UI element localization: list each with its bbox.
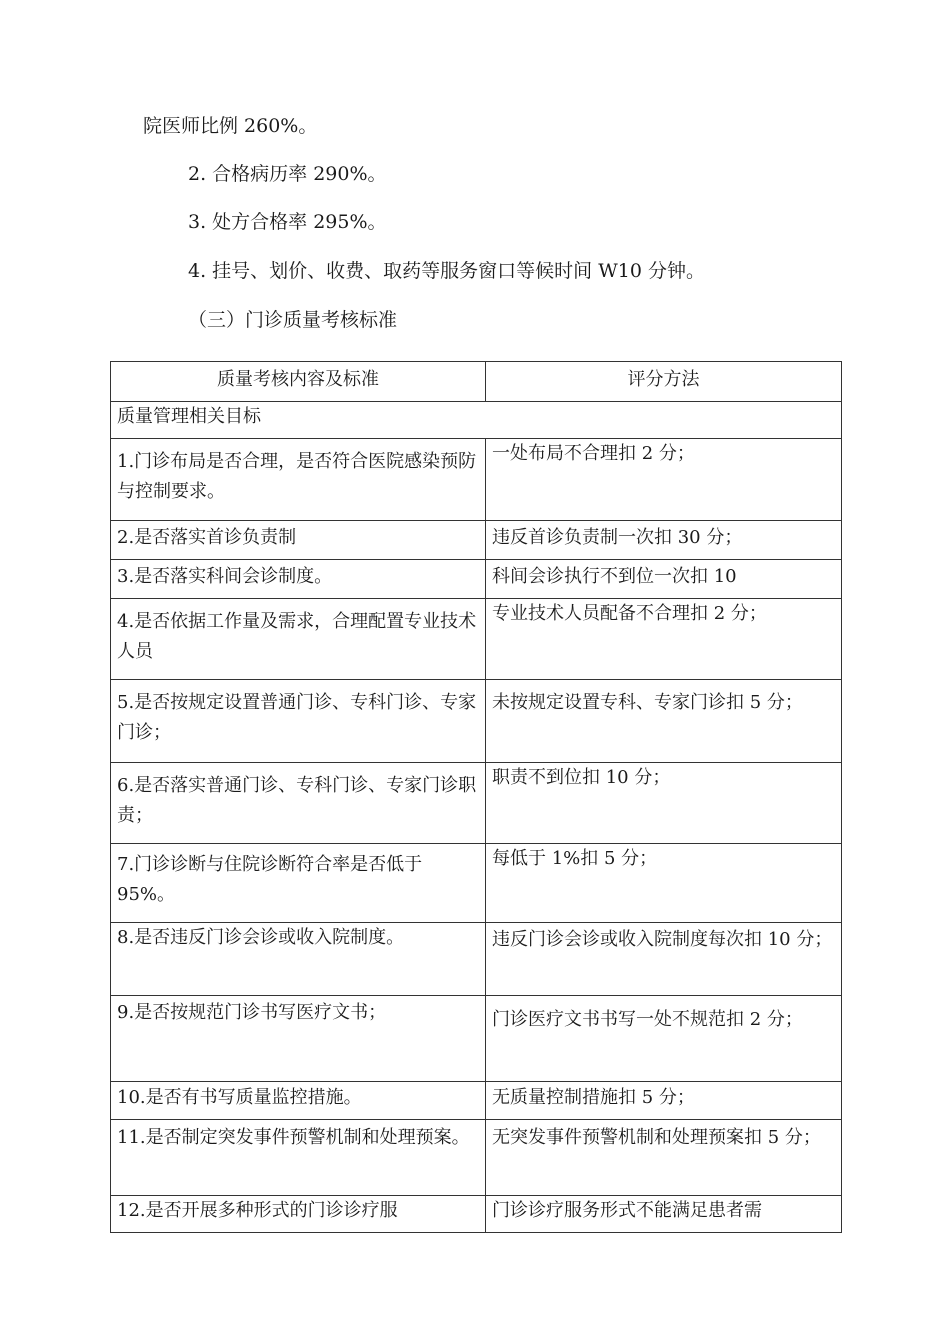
table-row — [111, 599, 842, 680]
body-paragraph: 院医师比例 260%。 — [143, 115, 318, 137]
criterion-cell: 4.是否依据工作量及需求，合理配置专业技术人员 — [111, 599, 486, 680]
section-label: 质量管理相关目标 — [111, 402, 842, 439]
table-row — [111, 996, 842, 1082]
scoring-cell: 门诊诊疗服务形式不能满足患者需 — [486, 1196, 842, 1233]
table-row — [111, 1120, 842, 1196]
criterion-cell: 12.是否开展多种形式的门诊诊疗服 — [111, 1196, 486, 1233]
table-row — [111, 1196, 842, 1233]
column-header-criteria: 质量考核内容及标准 — [111, 362, 486, 402]
criterion-cell: 11.是否制定突发事件预警机制和处理预案。 — [111, 1120, 486, 1196]
table-section-row — [111, 402, 842, 439]
scoring-cell: 专业技术人员配备不合理扣 2 分； — [486, 599, 842, 680]
body-paragraph: 2. 合格病历率 290%。 — [188, 163, 387, 185]
scoring-cell: 每低于 1%扣 5 分； — [486, 844, 842, 923]
table-row — [111, 844, 842, 923]
scoring-cell: 违反首诊负责制一次扣 30 分； — [486, 521, 842, 560]
scoring-cell: 违反门诊会诊或收入院制度每次扣 10 分； — [486, 923, 842, 996]
body-paragraph: 3. 处方合格率 295%。 — [188, 211, 387, 233]
scoring-cell: 未按规定设置专科、专家门诊扣 5 分； — [486, 680, 842, 763]
criterion-cell: 3.是否落实科间会诊制度。 — [111, 560, 486, 599]
table-row — [111, 763, 842, 844]
scoring-cell: 一处布局不合理扣 2 分； — [486, 439, 842, 521]
section-heading: （三）门诊质量考核标准 — [188, 309, 398, 331]
column-header-scoring: 评分方法 — [486, 362, 842, 402]
criterion-cell: 5.是否按规定设置普通门诊、专科门诊、专家门诊； — [111, 680, 486, 763]
scoring-cell: 无质量控制措施扣 5 分； — [486, 1082, 842, 1120]
scoring-cell: 职责不到位扣 10 分； — [486, 763, 842, 844]
scoring-cell: 无突发事件预警机制和处理预案扣 5 分； — [486, 1120, 842, 1196]
table-row — [111, 923, 842, 996]
table-row — [111, 560, 842, 599]
table-row — [111, 1082, 842, 1120]
scoring-text: 科间会诊执行不到位一次扣 10 — [492, 566, 737, 587]
table-row — [111, 439, 842, 521]
scoring-cell: 门诊医疗文书书写一处不规范扣 2 分； — [486, 996, 842, 1082]
criterion-cell: 7.门诊诊断与住院诊断符合率是否低于 95%。 — [111, 844, 486, 923]
assessment-table — [110, 361, 842, 1233]
criterion-cell: 2.是否落实首诊负责制 — [111, 521, 486, 560]
criterion-cell: 1.门诊布局是否合理，是否符合医院感染预防与控制要求。 — [111, 439, 486, 521]
criterion-cell: 10.是否有书写质量监控措施。 — [111, 1082, 486, 1120]
table-row — [111, 521, 842, 560]
table-row — [111, 680, 842, 763]
criterion-cell: 8.是否违反门诊会诊或收入院制度。 — [111, 923, 486, 996]
body-paragraph: 4. 挂号、划价、收费、取药等服务窗口等候时间 W10 分钟。 — [188, 260, 705, 282]
scoring-cell — [486, 560, 842, 599]
criterion-cell: 9.是否按规范门诊书写医疗文书； — [111, 996, 486, 1082]
criterion-cell: 6.是否落实普通门诊、专科门诊、专家门诊职责； — [111, 763, 486, 844]
table-header-row — [111, 362, 842, 402]
